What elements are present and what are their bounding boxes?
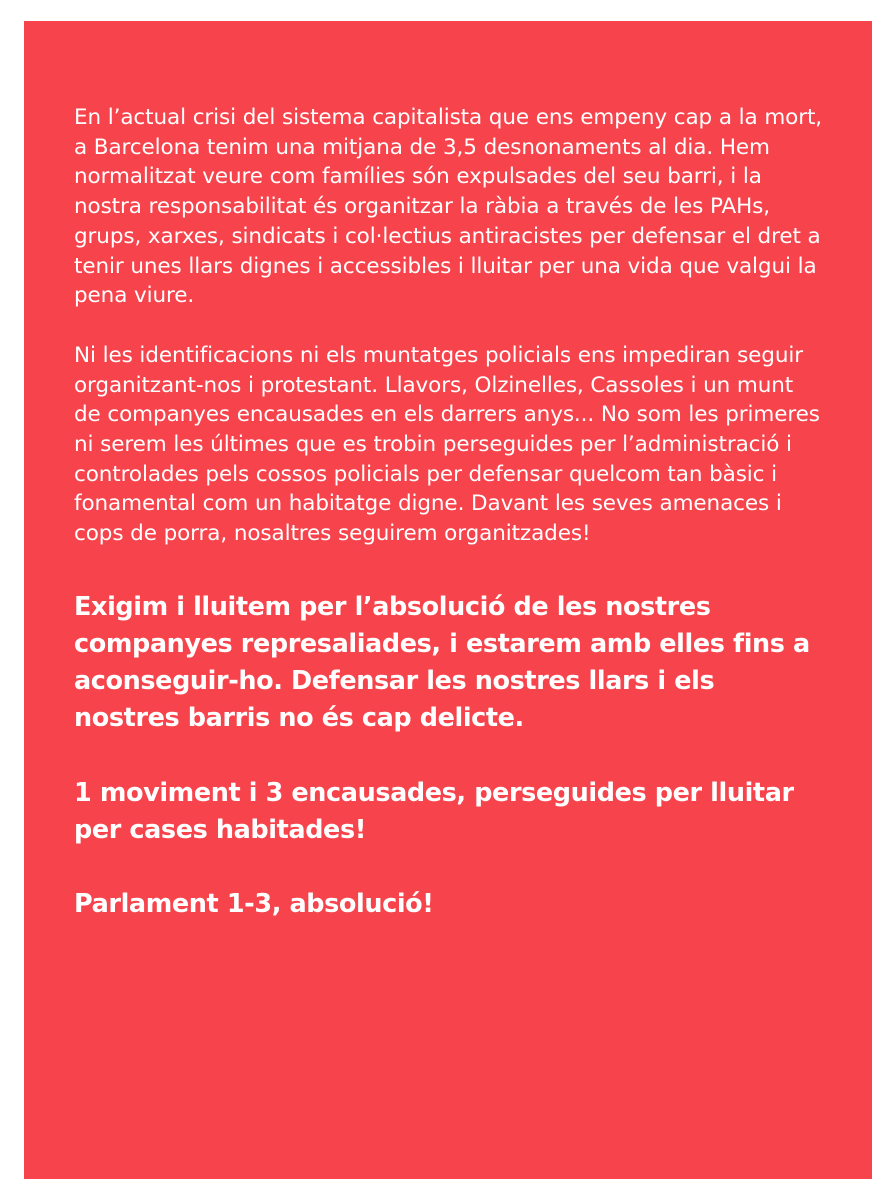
statement-panel bbox=[24, 21, 872, 1179]
body-paragraph-2: Ni les identificacions ni els muntatges policials ens impediran seguir organitzant-nos i protestant. Llavors, Olzinelles, Cassoles i un munt de companyes encausades en els darrers anys... No som les primeres ni serem les últimes que es trobin perseguides per l’administració i controlades pels cossos policials per defensar quelcom tan bàsic i fonamental com un habitatge digne. Davant les seves amenaces i cops de porra, nosaltres seguirem organitzades! bbox=[74, 342, 820, 547]
movement-statement: 1 moviment i 3 encausades, perseguides per lluitar per cases habitades! bbox=[74, 777, 794, 845]
demand-statement: Exigim i lluitem per l’absolució de les nostres companyes represaliades, i estarem amb elles fins a aconseguir-ho. Defensar les nostres llars i els nostres barris no és cap delicte. bbox=[74, 591, 810, 734]
body-paragraph-1: En l’actual crisi del sistema capitalista que ens empeny cap a la mort, a Barcelona tenim una mitjana de 3,5 desnonaments al dia. Hem normalitzat veure com famílies són expulsades del seu barri, i la nostra responsabilitat és organitzar la ràbia a través de les PAHs, grups, xarxes, sindicats i col·lectius antiracistes per defensar el dret a tenir unes llars dignes i accessibles i lluitar per una vida que valgui la pena viure. bbox=[74, 105, 823, 309]
slogan-statement: Parlament 1-3, absolució! bbox=[74, 889, 434, 920]
